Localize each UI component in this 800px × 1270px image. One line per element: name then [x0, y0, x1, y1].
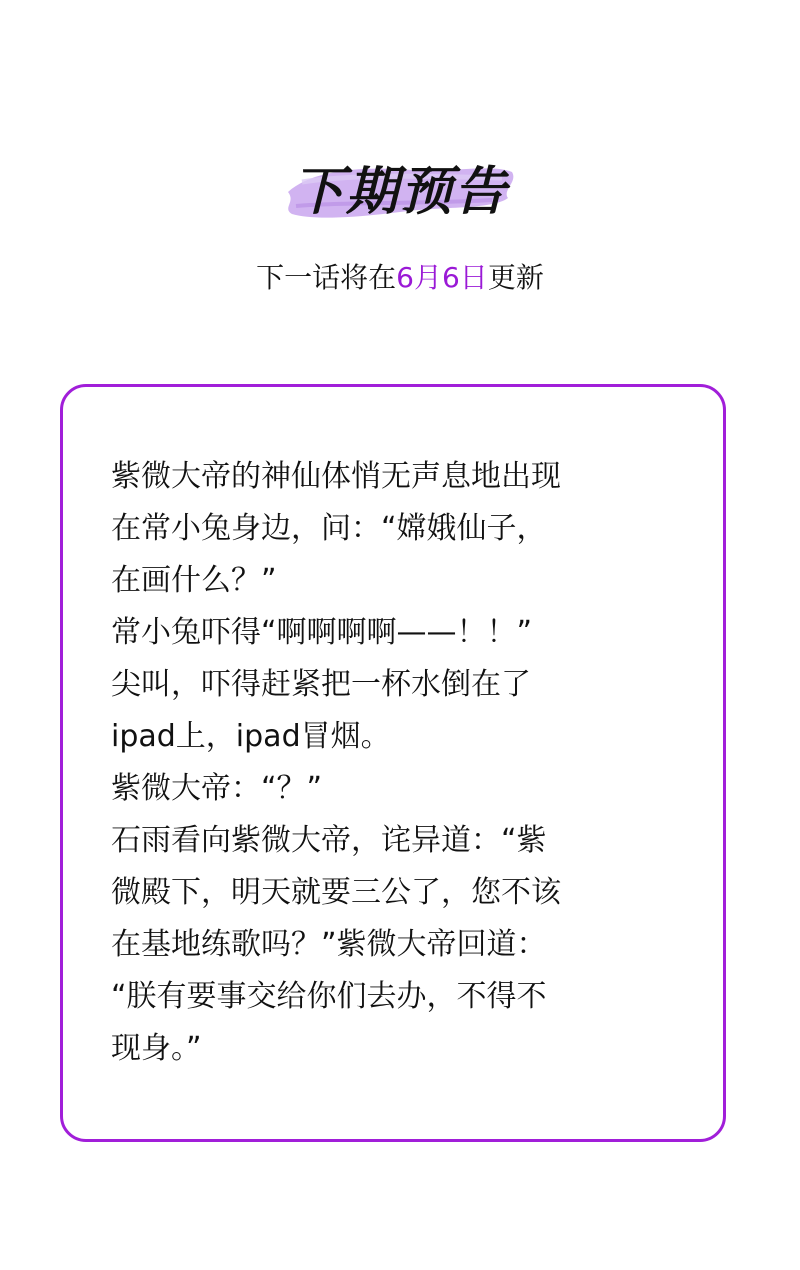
text-line: 尖叫，吓得赶紧把一杯水倒在了 — [111, 667, 531, 702]
update-date: 6月6日 — [396, 261, 488, 294]
text-line: ipad上，ipad冒烟。 — [111, 719, 391, 754]
update-notice — [0, 258, 800, 298]
text-line: 紫微大帝的神仙体悄无声息地出现 — [111, 459, 561, 494]
text-line: 常小兔吓得“啊啊啊啊——！！” — [111, 615, 533, 650]
update-notice-prefix: 下一话将在 — [256, 261, 397, 294]
preview-card — [60, 384, 726, 1142]
text-line: 紫微大帝：“？” — [111, 771, 323, 806]
text-line: 微殿下，明天就要三公了，您不该 — [111, 875, 561, 910]
preview-text — [111, 451, 691, 1075]
text-line: 在常小兔身边，问：“嫦娥仙子， — [111, 511, 547, 546]
text-line: “朕有要事交给你们去办，不得不 — [111, 979, 547, 1014]
text-line: 现身。” — [111, 1031, 202, 1066]
text-line: 石雨看向紫微大帝，诧异道：“紫 — [111, 823, 547, 858]
text-line: 在基地练歌吗？”紫微大帝回道： — [111, 927, 547, 962]
text-line: 在画什么？” — [111, 563, 277, 598]
title-area — [0, 150, 800, 240]
page-title: 下期预告 — [291, 162, 508, 222]
update-notice-suffix: 更新 — [487, 261, 544, 294]
